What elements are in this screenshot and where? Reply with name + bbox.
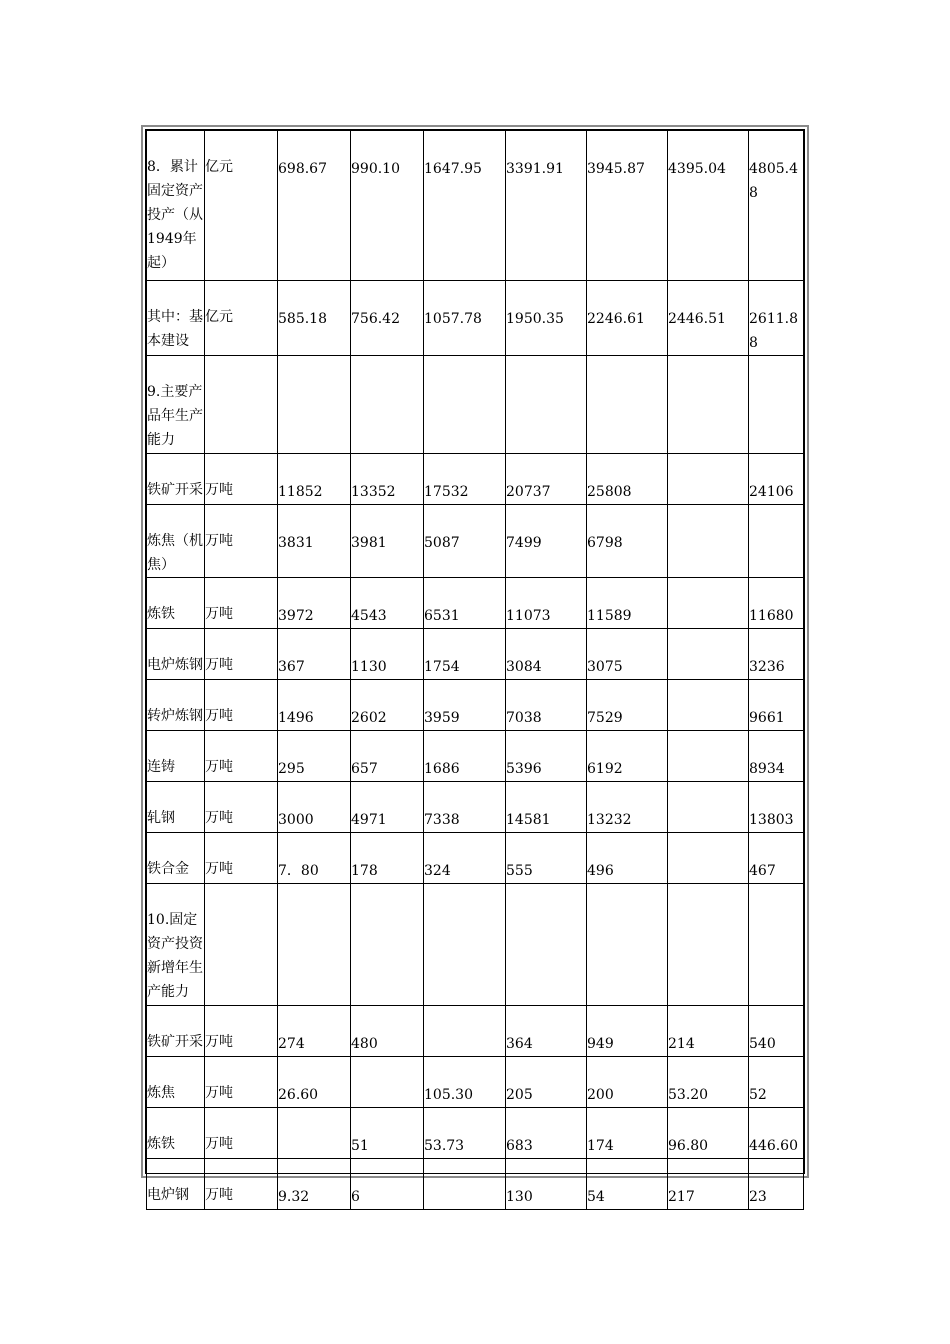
value-cell: 25808 <box>587 454 668 505</box>
value-cell: 7499 <box>506 505 587 578</box>
value-cell <box>424 884 506 1006</box>
value-cell: 2446.51 <box>668 281 749 356</box>
unit-cell: 万吨 <box>205 1006 278 1057</box>
value-cell: 657 <box>351 731 424 782</box>
value-cell: 6192 <box>587 731 668 782</box>
value-cell: 1686 <box>424 731 506 782</box>
value-cell <box>587 884 668 1006</box>
row-label-cell: 炼铁 <box>147 1108 205 1159</box>
value-cell: 11073 <box>506 578 587 629</box>
value-cell: 949 <box>587 1006 668 1057</box>
value-cell: 17532 <box>424 454 506 505</box>
table-row <box>147 1057 804 1108</box>
value-cell: 2611.88 <box>749 281 804 356</box>
unit-cell: 万吨 <box>205 1108 278 1159</box>
row-label-cell: 炼铁 <box>147 578 205 629</box>
value-cell: 14581 <box>506 782 587 833</box>
value-cell: 6531 <box>424 578 506 629</box>
value-cell <box>749 356 804 454</box>
value-cell: 7338 <box>424 782 506 833</box>
value-cell <box>351 356 424 454</box>
data-table-inner-frame <box>145 129 805 1205</box>
value-cell <box>668 731 749 782</box>
row-label-cell: 轧钢 <box>147 782 205 833</box>
value-cell: 3959 <box>424 680 506 731</box>
row-label-cell: 9.主要产品年生产能力 <box>147 356 205 454</box>
value-cell <box>506 884 587 1006</box>
row-label-cell: 铁合金 <box>147 833 205 884</box>
value-cell: 480 <box>351 1006 424 1057</box>
value-cell: 3000 <box>278 782 351 833</box>
value-cell <box>749 884 804 1006</box>
value-cell: 7038 <box>506 680 587 731</box>
row-label-cell: 转炉炼钢 <box>147 680 205 731</box>
value-cell: 51 <box>351 1108 424 1159</box>
value-cell: 367 <box>278 629 351 680</box>
value-cell: 26.60 <box>278 1057 351 1108</box>
row-label-cell: 8．累计固定资产投产（从1949年起） <box>147 131 205 281</box>
unit-cell: 万吨 <box>205 1159 278 1210</box>
value-cell: 4543 <box>351 578 424 629</box>
value-cell <box>668 356 749 454</box>
value-cell: 5087 <box>424 505 506 578</box>
value-cell: 756.42 <box>351 281 424 356</box>
unit-cell: 亿元 <box>205 281 278 356</box>
value-cell: 4805.48 <box>749 131 804 281</box>
value-cell: 1130 <box>351 629 424 680</box>
value-cell: 3945.87 <box>587 131 668 281</box>
value-cell <box>668 454 749 505</box>
value-cell: 13803 <box>749 782 804 833</box>
unit-cell: 万吨 <box>205 505 278 578</box>
value-cell <box>587 356 668 454</box>
unit-cell: 万吨 <box>205 1057 278 1108</box>
row-label-cell: 铁矿开采 <box>147 1006 205 1057</box>
value-cell: 6798 <box>587 505 668 578</box>
value-cell: 13352 <box>351 454 424 505</box>
row-label-cell: 电炉炼钢 <box>147 629 205 680</box>
value-cell <box>749 505 804 578</box>
value-cell: 53.20 <box>668 1057 749 1108</box>
value-cell: 7．80 <box>278 833 351 884</box>
table-row <box>147 782 804 833</box>
value-cell <box>424 1006 506 1057</box>
value-cell: 1950.35 <box>506 281 587 356</box>
value-cell: 3972 <box>278 578 351 629</box>
value-cell <box>424 356 506 454</box>
value-cell: 178 <box>351 833 424 884</box>
unit-cell: 万吨 <box>205 782 278 833</box>
value-cell: 467 <box>749 833 804 884</box>
value-cell: 11680 <box>749 578 804 629</box>
unit-cell <box>205 356 278 454</box>
value-cell: 3831 <box>278 505 351 578</box>
unit-cell <box>205 884 278 1006</box>
value-cell: 20737 <box>506 454 587 505</box>
table-row <box>147 578 804 629</box>
value-cell: 5396 <box>506 731 587 782</box>
value-cell: 1647.95 <box>424 131 506 281</box>
table-row <box>147 1159 804 1210</box>
value-cell: 53.73 <box>424 1108 506 1159</box>
value-cell: 2602 <box>351 680 424 731</box>
value-cell: 1057.78 <box>424 281 506 356</box>
table-row <box>147 884 804 1006</box>
unit-cell: 万吨 <box>205 833 278 884</box>
statistics-table <box>146 130 804 1210</box>
value-cell: 698.67 <box>278 131 351 281</box>
value-cell <box>278 1108 351 1159</box>
value-cell: 274 <box>278 1006 351 1057</box>
table-row <box>147 356 804 454</box>
value-cell: 4971 <box>351 782 424 833</box>
value-cell: 105.30 <box>424 1057 506 1108</box>
value-cell: 23 <box>749 1159 804 1210</box>
value-cell <box>506 356 587 454</box>
value-cell: 7529 <box>587 680 668 731</box>
table-row <box>147 1006 804 1057</box>
value-cell: 24106 <box>749 454 804 505</box>
value-cell: 11852 <box>278 454 351 505</box>
data-table-frame <box>141 125 809 1205</box>
row-label-cell: 炼焦 <box>147 1057 205 1108</box>
value-cell: 295 <box>278 731 351 782</box>
value-cell: 217 <box>668 1159 749 1210</box>
value-cell: 3391.91 <box>506 131 587 281</box>
table-row <box>147 833 804 884</box>
value-cell <box>668 629 749 680</box>
row-label-cell: 炼焦（机焦） <box>147 505 205 578</box>
table-row <box>147 1108 804 1159</box>
value-cell: 6 <box>351 1159 424 1210</box>
value-cell <box>668 578 749 629</box>
value-cell: 446.60 <box>749 1108 804 1159</box>
value-cell <box>351 884 424 1006</box>
value-cell: 205 <box>506 1057 587 1108</box>
value-cell <box>668 833 749 884</box>
value-cell: 2246.61 <box>587 281 668 356</box>
table-row <box>147 731 804 782</box>
row-label-cell: 连铸 <box>147 731 205 782</box>
value-cell: 52 <box>749 1057 804 1108</box>
value-cell: 364 <box>506 1006 587 1057</box>
value-cell <box>424 1159 506 1210</box>
value-cell: 8934 <box>749 731 804 782</box>
value-cell: 1754 <box>424 629 506 680</box>
table-body <box>147 131 804 1210</box>
unit-cell: 万吨 <box>205 680 278 731</box>
row-label-cell: 铁矿开采 <box>147 454 205 505</box>
unit-cell: 万吨 <box>205 731 278 782</box>
value-cell <box>668 782 749 833</box>
table-row <box>147 505 804 578</box>
value-cell: 54 <box>587 1159 668 1210</box>
table-row <box>147 281 804 356</box>
value-cell: 496 <box>587 833 668 884</box>
table-row <box>147 680 804 731</box>
unit-cell: 万吨 <box>205 578 278 629</box>
value-cell: 3084 <box>506 629 587 680</box>
value-cell: 13232 <box>587 782 668 833</box>
table-row <box>147 629 804 680</box>
value-cell: 200 <box>587 1057 668 1108</box>
value-cell: 9661 <box>749 680 804 731</box>
value-cell <box>668 884 749 1006</box>
row-label-cell: 电炉钢 <box>147 1159 205 1210</box>
value-cell: 540 <box>749 1006 804 1057</box>
unit-cell: 万吨 <box>205 629 278 680</box>
value-cell: 4395.04 <box>668 131 749 281</box>
value-cell: 1496 <box>278 680 351 731</box>
row-label-cell: 10.固定资产投资新增年生产能力 <box>147 884 205 1006</box>
value-cell <box>668 505 749 578</box>
value-cell <box>278 356 351 454</box>
table-row <box>147 454 804 505</box>
value-cell: 683 <box>506 1108 587 1159</box>
value-cell: 9.32 <box>278 1159 351 1210</box>
value-cell <box>278 884 351 1006</box>
row-label-cell: 其中：基本建设 <box>147 281 205 356</box>
value-cell: 96.80 <box>668 1108 749 1159</box>
unit-cell: 亿元 <box>205 131 278 281</box>
value-cell: 3236 <box>749 629 804 680</box>
value-cell: 174 <box>587 1108 668 1159</box>
value-cell: 3981 <box>351 505 424 578</box>
value-cell: 130 <box>506 1159 587 1210</box>
value-cell <box>668 680 749 731</box>
value-cell: 214 <box>668 1006 749 1057</box>
value-cell: 990.10 <box>351 131 424 281</box>
value-cell <box>351 1057 424 1108</box>
value-cell: 585.18 <box>278 281 351 356</box>
value-cell: 11589 <box>587 578 668 629</box>
value-cell: 3075 <box>587 629 668 680</box>
unit-cell: 万吨 <box>205 454 278 505</box>
value-cell: 555 <box>506 833 587 884</box>
value-cell: 324 <box>424 833 506 884</box>
table-row <box>147 131 804 281</box>
